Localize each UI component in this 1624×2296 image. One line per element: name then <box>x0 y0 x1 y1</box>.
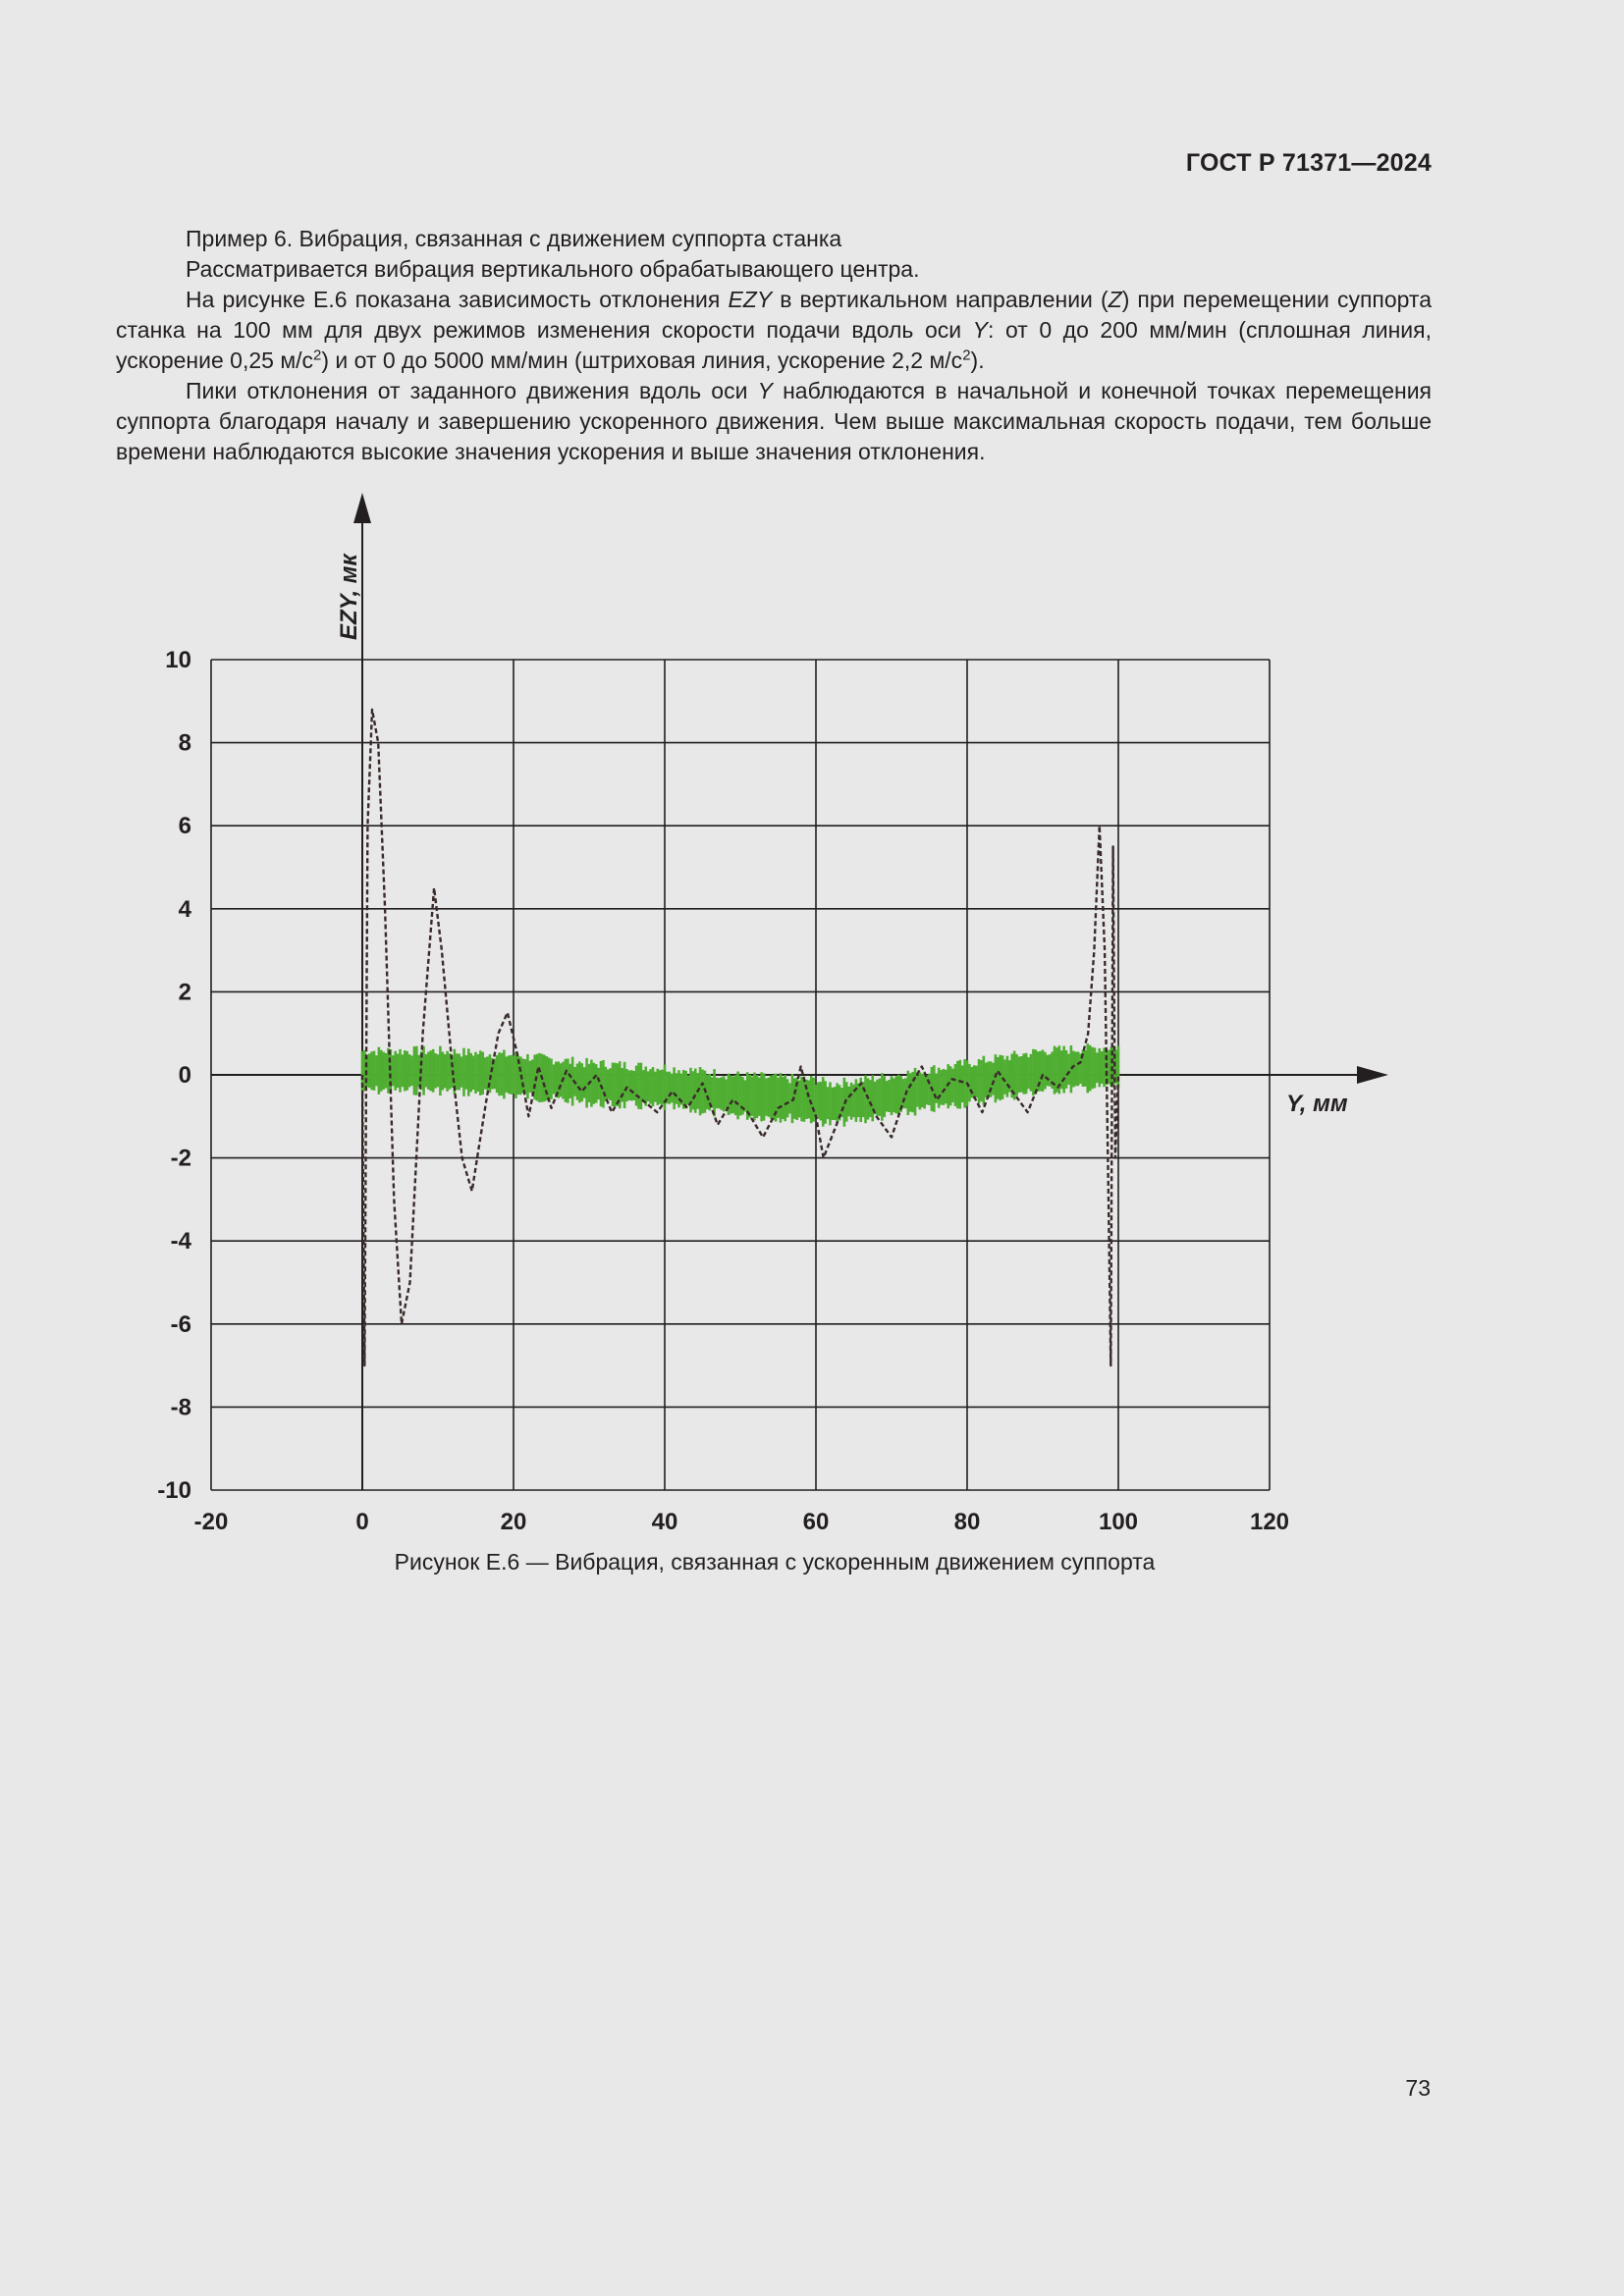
y-tick-label: -2 <box>170 1145 191 1172</box>
y-tick-label: 8 <box>178 729 191 757</box>
series-solid-band <box>362 1043 1118 1127</box>
x-tick-label: 40 <box>651 1509 678 1535</box>
x-tick-label: -20 <box>193 1509 229 1535</box>
y-tick-label: -8 <box>170 1394 191 1421</box>
paragraph-figure-description: На рисунке Е.6 показана зависимость отклонения EZY в вертикальном направлении (Z) при перемещении суппорта станка на 100 мм для двух режимов изменения скорости подачи вдоль оси Y: от 0 до 200 мм/мин (сплошная линия, ускорение 0,25 $м/с^2$) и от 0 до 5000 мм/мин (штриховая линия, ускорение 2,2 $м/с^2$). <box>116 287 1432 373</box>
x-tick-label: 80 <box>953 1509 981 1535</box>
x-tick-label: 120 <box>1249 1509 1290 1535</box>
y-tick-label: -4 <box>170 1228 191 1255</box>
y-tick-label: 6 <box>178 813 191 840</box>
figure-caption: Рисунок Е.6 — Вибрация, связанная с ускоренным движением суппорта <box>394 1549 1156 1575</box>
page-number: 73 <box>1405 2075 1431 2101</box>
x-axis-label: Y, мм <box>1286 1091 1348 1117</box>
x-tick-label: 0 <box>355 1509 369 1535</box>
x-tick-label: 100 <box>1098 1509 1139 1535</box>
paragraph-peaks-explanation: Пики отклонения от заданного движения вдоль оси Y наблюдаются в начальной и конечной точках перемещения суппорта благодаря началу и завершению ускоренного движения. Чем выше максимальная скорость подачи, тем больше времени наблюдаются высокие значения ускорения и выше значения отклонения. <box>116 378 1432 464</box>
x-axis-arrow <box>1357 1066 1388 1084</box>
y-axis-label: EZY, мк <box>336 554 362 640</box>
paragraph-intro: Рассматривается вибрация вертикального обрабатывающего центра. <box>186 256 920 282</box>
y-tick-label: 4 <box>178 895 191 923</box>
y-axis-arrow <box>353 493 371 523</box>
document-header: ГОСТ Р 71371—2024 <box>1185 149 1432 177</box>
y-tick-label: 0 <box>178 1062 191 1089</box>
y-tick-label: -10 <box>157 1477 191 1504</box>
y-tick-label: -6 <box>170 1310 191 1338</box>
y-tick-label: 10 <box>165 647 191 673</box>
paragraph-example-title: Пример 6. Вибрация, связанная с движением суппорта станка <box>186 226 842 251</box>
x-tick-label: 60 <box>802 1509 830 1535</box>
y-tick-label: 2 <box>178 979 191 1006</box>
series-dashed-line <box>362 710 1118 1365</box>
x-tick-label: 20 <box>500 1509 527 1535</box>
